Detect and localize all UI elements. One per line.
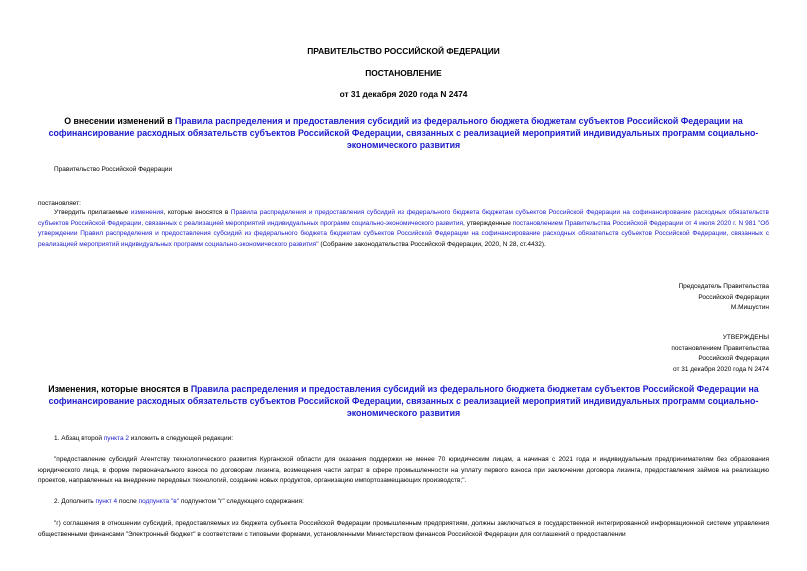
item-2-text-2: после (117, 498, 139, 505)
main-paragraph-text-4: (Собрание законодательства Российской Федерации, 2020, N 28, ст.4432). (318, 240, 546, 248)
rules-link-changes[interactable]: Правила распределения и предоставления субсидий из федерального бюджета бюджетам субъектов Российской Федерации на софинансирование расходных обязательств субъектов Российской Федерации, связанных с реализацией мероприятий индивидуальных программ социально-экономического развития (48, 384, 759, 418)
signature-country: Российской Федерации (698, 293, 769, 301)
main-paragraph (38, 208, 769, 250)
signature-block (678, 282, 769, 314)
government-label: Правительство Российской Федерации (54, 166, 173, 173)
main-paragraph-text-1: Утвердить прилагаемые (54, 209, 131, 216)
document-title-prefix: О внесении изменений в (64, 116, 175, 126)
rules-link[interactable]: Правила распределения и предоставления субсидий из федерального бюджета бюджетам субъектов Российской Федерации на софинансирование расходных обязательств субъектов Российской Федерации, связанных с реализацией мероприятий индивидуальных программ социально-экономического развития (48, 116, 759, 150)
changes-title-prefix: Изменения, которые вносятся в (48, 384, 191, 394)
resolution-981-link[interactable]: постановлением Правительства Российской Федерации от 4 июля 2020 г. N 981 "Об утверждении Правил распределения и предоставления субсидий из федерального бюджета бюджетам субъектов Российской Федерации на софинансирование расходных обязательств субъектов Российской Федерации, связанных с реализацией мероприятий индивидуальных программ социально-экономического развития" (38, 219, 769, 248)
subpoint-v-link[interactable]: подпункта "в" (138, 498, 180, 505)
item-1-text-1: 1. Абзац второй (54, 435, 104, 442)
main-paragraph-text-3: , утвержденные (463, 219, 513, 227)
point-2-link[interactable]: пункта 2 (103, 435, 129, 442)
item-2-quote: "г) соглашения в отношении субсидий, предоставляемых из бюджета субъекта Российской Федерации промышленным предприятиям, должны заключаться в государственной интегрированной информационной системе управления общественными финансами "Электронный бюджет" в соответствии с типовыми формами, установленными Министерством финансов Российской Федерации для соглашений о предоставлении (38, 520, 769, 538)
signature-name: М.Мишустин (730, 304, 769, 311)
approved-date: от 31 декабря 2020 года N 2474 (672, 365, 769, 373)
main-paragraph-text-2: , которые вносятся в (163, 209, 231, 216)
rules-link-paragraph[interactable]: Правила распределения и предоставления субсидий из федерального бюджета бюджетам субъектов Российской Федерации на софинансирование расходных обязательств субъектов Российской Федерации, связанных с реализацией мероприятий индивидуальных программ социально-экономического развития (38, 209, 769, 227)
approved-label: УТВЕРЖДЕНЫ (722, 334, 769, 341)
changes-title (38, 383, 769, 419)
approved-country: Российской Федерации (698, 355, 769, 362)
item-1-heading (54, 434, 233, 445)
item-2-text-3: подпунктом "г" следующего содержания: (179, 498, 304, 505)
item-2-text-1: 2. Дополнить (54, 498, 96, 505)
approved-by: постановлением Правительства (671, 344, 769, 352)
government-heading: ПРАВИТЕЛЬСТВО РОССИЙСКОЙ ФЕДЕРАЦИИ (307, 46, 500, 56)
approved-block (671, 333, 769, 375)
item-2-heading (54, 497, 304, 508)
document-date-heading: от 31 декабря 2020 года N 2474 (339, 89, 468, 99)
document-title (38, 115, 769, 151)
item-1-quote: "предоставление субсидий Агентству технологического развития Курганской области для оказания поддержки не менее 70 юридическим лицам, а начиная с 2021 года и индивидуальным предпринимателям без образования юридического лица, в форме первоначального взноса по договорам лизинга, возмещения части затрат в сфере промышленности на уплату первого взноса при заключении договора лизинга, предоставления займов на реализацию проектов, направленных на внедрение передовых технологий, создание новых продуктов, организацию импортозамещающих производств;". (38, 456, 769, 484)
resolves-label: постановляет: (38, 200, 81, 207)
point-4-link[interactable]: пункт 4 (95, 498, 118, 505)
signature-position: Председатель Правительства (678, 283, 769, 290)
item-1-text-2: изложить в следующей редакции: (128, 435, 234, 442)
document-type-heading: ПОСТАНОВЛЕНИЕ (365, 68, 442, 78)
changes-link[interactable]: изменения (130, 209, 164, 216)
